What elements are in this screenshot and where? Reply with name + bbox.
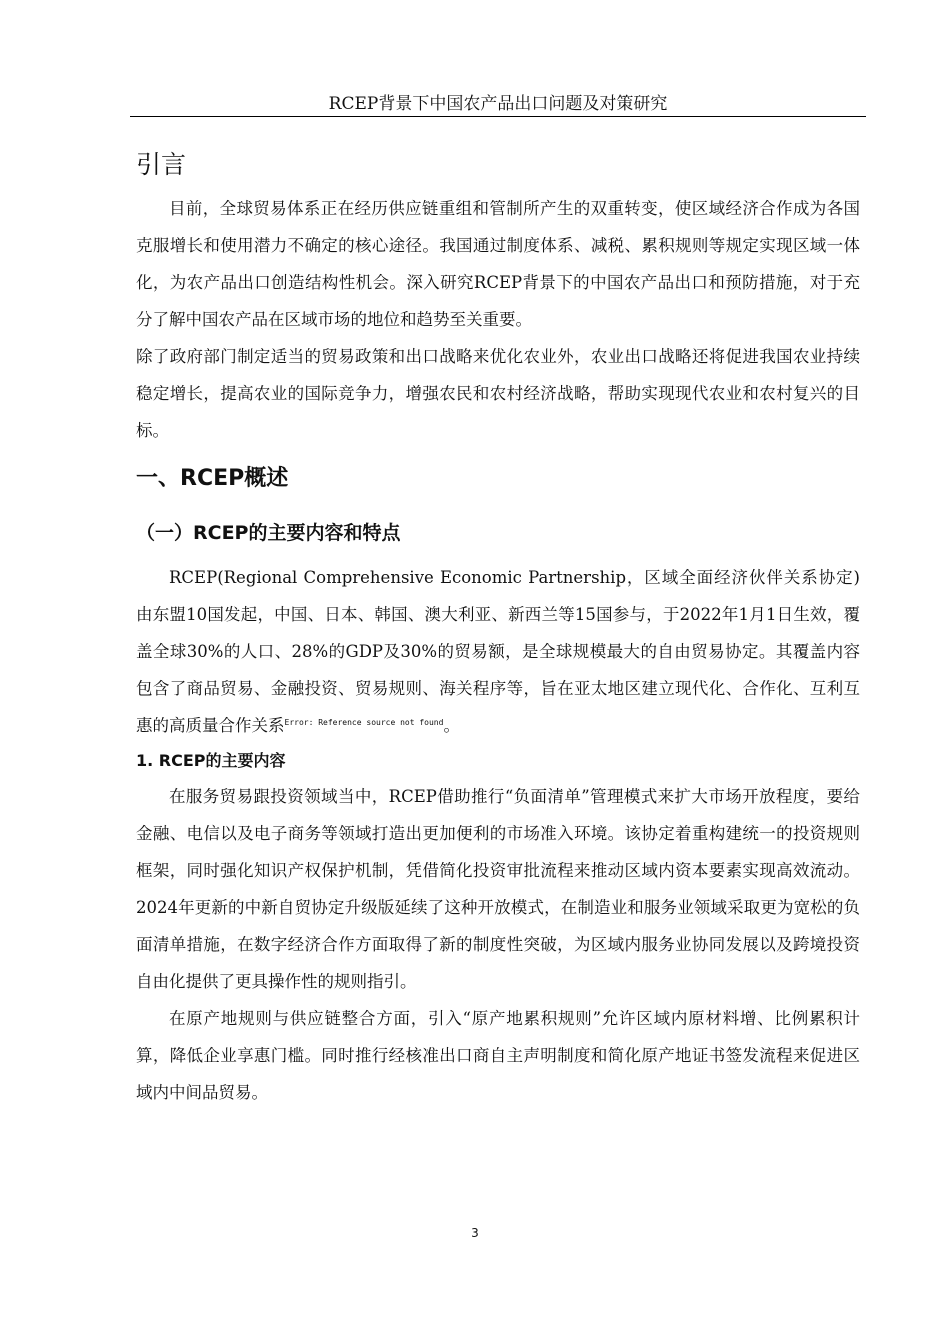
rcep-definition-text: RCEP(Regional Comprehensive Economic Partnership，区域全面经济伙伴关系协定)由东盟10国发起，中国、日本、韩国、澳大利亚、新西兰等15国参与，于2022年1月1日生效，覆盖全球30%的人口、28%的GDP及30%的贸易额，是全球规模最大的自由贸易协定。其覆盖内容包含了商品贸易、金融投资、贸易规则、海关程序等，旨在亚太地区建立现代化、合作化、互利互惠的高质量合作关系 [136,568,860,735]
page-number: 3 [471,1226,479,1240]
heading-intro: 引言 [136,150,187,179]
running-header: RCEP背景下中国农产品出口问题及对策研究 [130,92,866,117]
document-body [136,140,860,1111]
heading-section-1: 一、RCEP概述 [136,466,289,491]
rcep-definition-paragraph [136,559,860,744]
intro-paragraph-1: 目前，全球贸易体系正在经历供应链重组和管制所产生的双重转变，使区域经济合作成为各国克服增长和使用潜力不确定的核心途径。我国通过制度体系、减税、累积规则等规定实现区域一体化，为农产品出口创造结构性机会。深入研究RCEP背景下的中国农产品出口和预防措施，对于充分了解中国农产品在区域市场的地位和趋势至关重要。 [136,199,860,329]
heading-subsection-1: （一）RCEP的主要内容和特点 [136,522,401,544]
item1-paragraph-1: 在服务贸易跟投资领域当中，RCEP借助推行“负面清单”管理模式来扩大市场开放程度，要给金融、电信以及电子商务等领域打造出更加便利的市场准入环境。该协定着重构建统一的投资规则框架，同时强化知识产权保护机制，凭借简化投资审批流程来推动区域内资本要素实现高效流动。2024年更新的中新自贸协定升级版延续了这种开放模式，在制造业和服务业领域采取更为宽松的负面清单措施，在数字经济合作方面取得了新的制度性突破，为区域内服务业协同发展以及跨境投资自由化提供了更具操作性的规则指引。 [136,787,860,991]
heading-item-1: 1. RCEP的主要内容 [136,751,286,770]
intro-paragraph-2: 除了政府部门制定适当的贸易政策和出口战略来优化农业外，农业出口战略还将促进我国农业持续稳定增长，提高农业的国际竞争力，增强农民和农村经济战略，帮助实现现代农业和农村复兴的目标。 [136,347,860,440]
rcep-definition-end: 。 [443,716,460,735]
item1-paragraph-2: 在原产地规则与供应链整合方面，引入“原产地累积规则”允许区域内原材料增、比例累积计算，降低企业享惠门槛。同时推行经核准出口商自主声明制度和简化原产地证书签发流程来促进区域内中间品贸易。 [136,1009,860,1102]
reference-error-note: Error: Reference source not found [284,718,444,727]
